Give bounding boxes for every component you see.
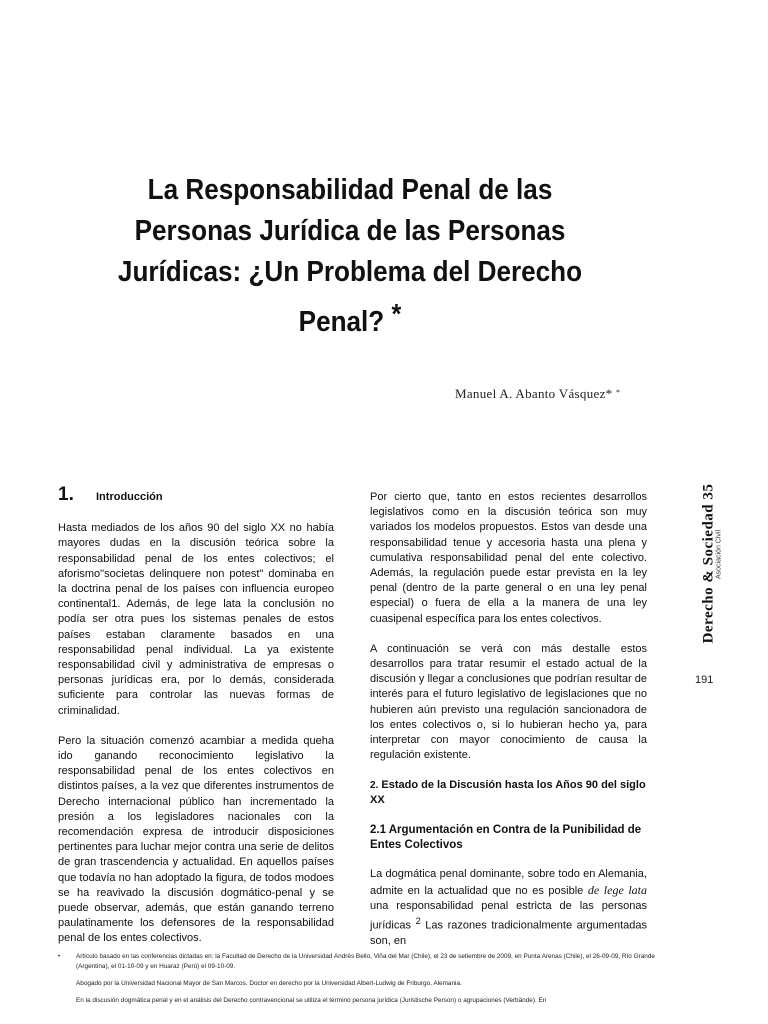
p3-text-b: una responsabilidad penal estricta de las personas jurídicas <box>370 899 647 932</box>
section-2-heading <box>370 778 647 807</box>
footnote-ref-2: 2 <box>415 916 421 927</box>
author-line <box>455 386 620 402</box>
right-paragraph-2: A continuación se verá con más destalle estos desarrollos para tratar resumir el estado actual de la discusión y llegar a conclusiones que podrían resultar de interés para el futuro legislativo de legislaciones que no hubieren aún previsto una regulación sancionadora de los entes colectivos o, si lo hubieran hecho ya, para interpretar con mayor conocimiento de causa la regulación existente. <box>370 642 647 762</box>
right-paragraph-3 <box>370 867 647 949</box>
p3-text-a: La dogmática penal dominante, sobre todo en Alemania, admite en la actualidad que no es posible <box>370 868 647 897</box>
journal-sidebar <box>692 475 726 665</box>
footnotes <box>58 952 658 1013</box>
section-2-number: 2. <box>370 780 379 792</box>
right-paragraph-1: Por cierto que, tanto en estos recientes desarrollos legislativos como en la discusión teórica son muy variados los modelos propuestos. Estos van desde una responsabilidad tenue y accesoria hasta una plena y cumulativa responsabilidad penal del ente colectivo. Además, la regulación puede estar prevista en la ley penal (dentro de la parte general o en una ley penal especial) o fuera de ella a la manera de una ley cuasipenal específica para los entes colectivos. <box>370 491 647 625</box>
author-name: Manuel A. Abanto Vásquez* <box>455 386 613 401</box>
footnote-3 <box>58 996 658 1006</box>
article-title <box>89 170 611 343</box>
footnote-1-text: Artículo basado en las conferencias dictadas en: la Facultad de Derecho de la Universidad Andrés Bello, Viña del Mar (Chile), el 23 de setiembre de 2009, en Punta Arenas (Chile), el 26-09-09, Río Grande (Argentina), el 01-10-09 y en Huaraz (Perú) el 09-10-09. <box>76 953 655 970</box>
left-column <box>58 484 334 962</box>
footnote-2 <box>58 979 658 989</box>
section-2-title: Estado de la Discusión hasta los Años 90 del siglo XX <box>370 779 646 807</box>
section-1-number: 1. <box>58 484 74 505</box>
author-footnote-mark: * <box>616 388 621 397</box>
journal-name: Derecho & Sociedad 35 <box>700 483 717 644</box>
journal-association: Asociación Civil <box>715 529 723 580</box>
footnote-2-text: Abogado por la Universidad Nacional Mayor de San Marcos. Doctor en derecho por la Universidad Albert-Ludwig de Friburgo, Alemania. <box>76 980 462 987</box>
title-footnote-mark: * <box>391 298 402 329</box>
footnote-3-text: En la discusión dogmática penal y en el análisis del Derecho contravencional se utiliza el término persona jurídica (Juristische Person) o agrupaciones (Verbände). En <box>76 997 547 1004</box>
footnote-1 <box>58 952 658 972</box>
page-number: 191 <box>695 674 714 686</box>
right-column <box>370 490 647 964</box>
p3-text-c: Las razones tradicionalmente argumentadas son, en <box>370 919 647 947</box>
section-1-title: Introducción <box>96 491 163 503</box>
section-1-heading <box>58 484 334 505</box>
intro-paragraph-2: Pero la situación comenzó acambiar a medida queha ido ganando reconocimiento legislativo la responsabilidad penal de los entes colectivos en distintos países, a la vez que diferentes instrumentos de Derecho internacional público han incrementado la presión a los legisladores nacionales con la recomendación expresa de introducir disposiciones pertinentes para luchar mejor contra una serie de delitos de gran trascendencia y actualidad. En aquellos países que todavía no han adoptado la figura, de todos modoes se ha reavivado la discusión dogmático-penal y se puede observar, además, que están ganando terreno paulatinamente los defensores de la responsabilidad penal de los entes colectivos. <box>58 734 334 945</box>
footnote-bullet: • <box>58 953 61 960</box>
article-title-text: La Responsabilidad Penal de las Personas Jurídica de las Personas Jurídicas: ¿Un Problema del Derecho Penal? <box>117 174 583 338</box>
intro-paragraph-1: Hasta mediados de los años 90 del siglo XX no había mayores dudas en la discusión teórica sobre la responsabilidad penal de los entes colectivos; el aforismo"societas delinquere non potest" dominaba en la doctrina penal de los países con influencia europeo continental1. Además, de lege lata la conclusión no podía ser otra pues los sistemas penales de estos países estaban claramente basados en una responsabilidad penal individual. La ya existente responsabilidad civil y administrativa de empresas o personas jurídicas era, por lo demás, considerada suficiente para controlar las nuevas formas de criminalidad. <box>58 522 334 717</box>
section-2-1-heading: 2.1 Argumentación en Contra de la Punibilidad de Entes Colectivos <box>370 824 642 851</box>
p3-italic-term: de lege lata <box>587 882 647 897</box>
